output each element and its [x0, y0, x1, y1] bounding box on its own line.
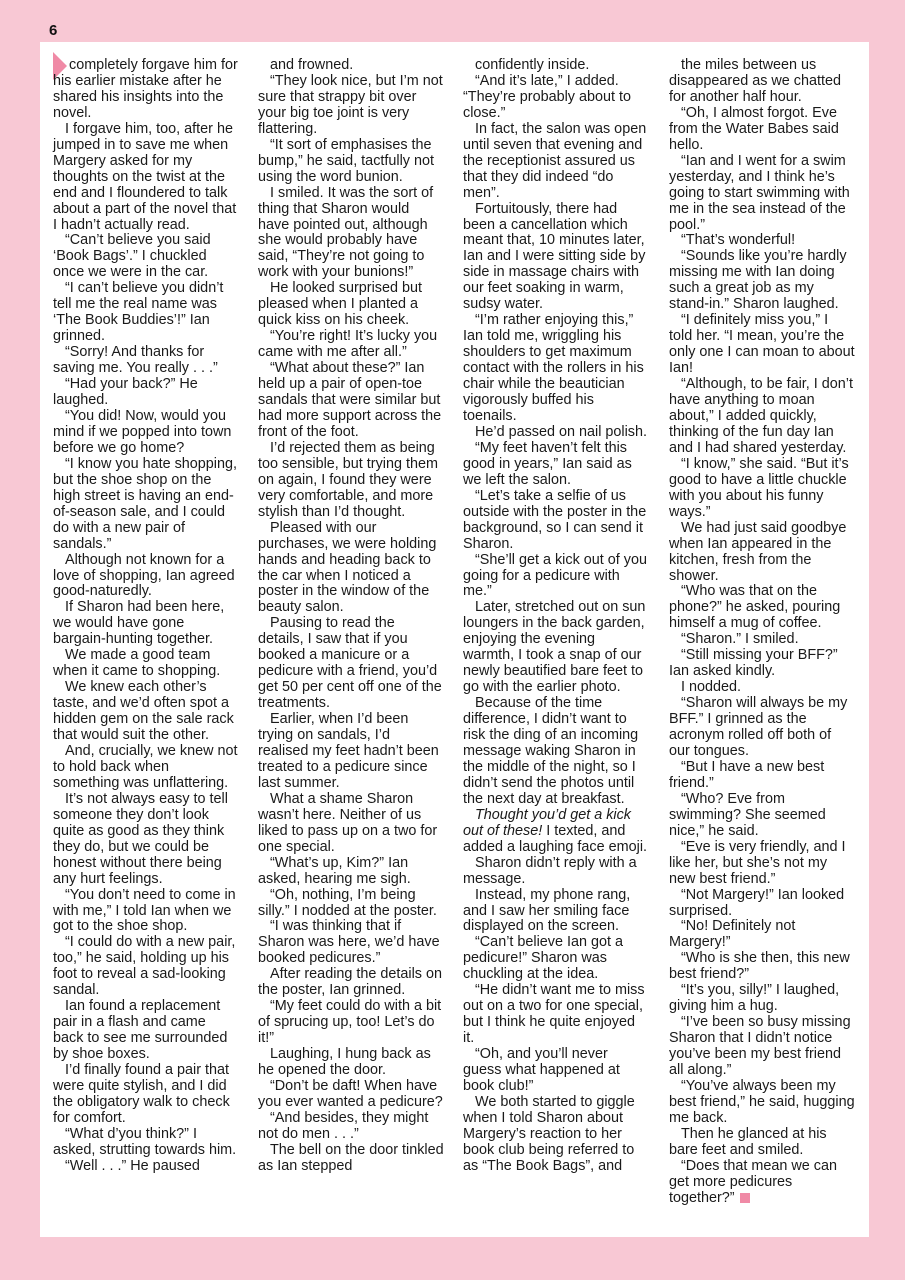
paragraph-text: “Oh, I almost forgot. Eve from the Water Babes said hello. — [669, 104, 839, 153]
paragraph-text: “Does that mean we can get more pedicures together?” — [669, 1157, 837, 1206]
paragraph — [258, 138, 444, 186]
paragraph — [463, 489, 649, 553]
paragraph — [258, 329, 444, 361]
paragraph — [53, 345, 239, 377]
paragraph — [669, 1159, 855, 1207]
paragraph-text: If Sharon had been here, we would have gone bargain-hunting together. — [53, 599, 225, 648]
paragraph-text: “You did! Now, would you mind if we popped into town before we go home? — [53, 407, 232, 456]
paragraph — [463, 888, 649, 936]
paragraph-text: “Who? Eve from swimming? She seemed nice,” he said. — [669, 790, 826, 839]
paragraph-text: “You’ve always been my best friend,” he said, hugging me back. — [669, 1078, 855, 1126]
paragraph — [258, 967, 444, 999]
paragraph — [258, 1079, 444, 1111]
paragraph-text: “You’re right! It’s lucky you came with me after all.” — [258, 328, 438, 361]
paragraph — [258, 888, 444, 920]
paragraph-text: “It’s you, silly!” I laughed, giving him a hug. — [669, 982, 840, 1015]
paragraph — [463, 696, 649, 808]
paragraph — [258, 856, 444, 888]
paragraph — [669, 760, 855, 792]
paragraph — [53, 792, 239, 888]
paragraph — [463, 441, 649, 489]
paragraph-text: “My feet haven’t felt this good in years,” Ian said as we left the salon. — [463, 439, 632, 488]
paragraph — [53, 1159, 239, 1175]
paragraph-text: confidently inside. — [475, 57, 590, 73]
paragraph-text: “Can’t believe Ian got a pedicure!” Sharon was chuckling at the idea. — [463, 934, 623, 983]
paragraph-text: I forgave him, too, after he jumped in to save me when Margery asked for my thoughts on the twist at the end and I floundered to talk about a part of the novel that I hadn’t actually read. — [53, 120, 237, 233]
paragraph-text: “They look nice, but I’m not sure that strappy bit over your big toe joint is very flattering. — [258, 72, 443, 137]
paragraph-text: “I’m rather enjoying this,” Ian told me, wriggling his shoulders to get maximum contact with the rollers in his chair while the beautician vigorously buffed his toenails. — [463, 312, 644, 424]
paragraph-text: “No! Definitely not Margery!” — [669, 918, 796, 951]
paragraph — [463, 983, 649, 1047]
paragraph-text: I nodded. — [681, 679, 742, 696]
paragraph-text: “I know,” she said. “But it’s good to have a little chuckle with you about his funny ways.” — [669, 455, 849, 520]
paragraph-text: “Still missing your BFF?” Ian asked kindly. — [669, 647, 838, 680]
paragraph-text: He looked surprised but pleased when I planted a quick kiss on his cheek. — [258, 280, 422, 329]
paragraph-text: We both started to giggle when I told Sharon about Margery’s reaction to her book club being referred to as “The Book Bags”, and — [463, 1093, 635, 1174]
paragraph-text: completely forgave him for his earlier mistake after he shared his insights into the novel. — [53, 57, 238, 121]
paragraph-text: He’d passed on nail polish. — [475, 423, 647, 440]
paragraph — [258, 361, 444, 441]
paragraph — [669, 377, 855, 457]
pink-square-icon — [740, 1193, 750, 1203]
paragraph — [53, 1127, 239, 1159]
paragraph-text: Pausing to read the details, I saw that if you booked a manicure or a pedicure with a friend, you’d get 50 per cent off one of the treatments. — [258, 615, 442, 712]
paragraph-text: and frowned. — [270, 57, 354, 73]
paragraph — [669, 696, 855, 760]
paragraph — [53, 1063, 239, 1127]
paragraph-text: Fortuitously, there had been a cancellation which meant that, 10 minutes later, Ian and I were sitting side by side in massage chairs with our feet soaking in warm, sudsy water. — [463, 200, 646, 313]
paragraph — [463, 856, 649, 888]
paragraph — [669, 632, 855, 648]
paragraph — [258, 1047, 444, 1079]
paragraph — [53, 935, 239, 999]
paragraph-text: “My feet could do with a bit of sprucing up, too! Let’s do it!” — [258, 998, 442, 1047]
paragraph-text: “Not Margery!” Ian looked surprised. — [669, 886, 845, 919]
paragraph — [53, 648, 239, 680]
paragraph-text: “Sharon.” I smiled. — [681, 631, 799, 648]
paragraph-text: “Sounds like you’re hardly missing me with Ian doing such a great job as my stand-in.” Sharon laughed. — [669, 248, 847, 313]
paragraph — [463, 553, 649, 601]
paragraph-text: “You don’t need to come in with me,” I told Ian when we got to the shoe shop. — [53, 886, 236, 935]
paragraph-text: “I’ve been so busy missing Sharon that I didn’t notice you’ve been my best friend all along.” — [669, 1014, 851, 1079]
text-column-1 — [53, 58, 239, 1175]
paragraph — [669, 919, 855, 951]
paragraph-text: “Who is she then, this new best friend?” — [669, 950, 850, 983]
paragraph — [669, 983, 855, 1015]
paragraph-text: Ian found a replacement pair in a flash and came back to see me surrounded by shoe boxes. — [53, 998, 228, 1063]
paragraph-text: “It sort of emphasises the bump,” he said, tactfully not using the word bunion. — [258, 136, 434, 185]
paragraph — [53, 122, 239, 234]
paragraph — [53, 680, 239, 744]
paragraph-text: I’d rejected them as being too sensible, but trying them on again, I found they were very comfortable, and more stylish than I’d thought. — [258, 439, 438, 520]
paragraph-text: “Let’s take a selfie of us outside with the poster in the background, so I can send it Sharon. — [463, 487, 647, 552]
paragraph-text: “He didn’t want me to miss out on a two for one special, but I think he quite enjoyed it. — [463, 982, 645, 1047]
paragraph — [258, 441, 444, 521]
paragraph — [669, 951, 855, 983]
paragraph — [463, 122, 649, 202]
paragraph-text: Laughing, I hung back as he opened the door. — [258, 1046, 431, 1079]
paragraph-text: “Don’t be daft! When have you ever wanted a pedicure? — [258, 1078, 443, 1110]
paragraph — [669, 249, 855, 313]
paragraph-text: “I definitely miss you,” I told her. “I mean, you’re the only one I can moan to about Ian! — [669, 312, 855, 377]
paragraph-text: “What d’you think?” I asked, strutting towards him. — [53, 1125, 237, 1158]
paragraph — [53, 233, 239, 281]
text-column-2 — [258, 58, 444, 1175]
paragraph-text: Then he glanced at his bare feet and smiled. — [669, 1125, 827, 1158]
paragraph — [463, 935, 649, 983]
paragraph — [258, 919, 444, 967]
paragraph — [463, 313, 649, 425]
paragraph — [258, 281, 444, 329]
text-column-3 — [463, 58, 649, 1175]
paragraph — [53, 744, 239, 792]
paragraph — [258, 521, 444, 617]
paragraph — [258, 58, 444, 74]
paragraph — [53, 58, 239, 122]
paragraph — [463, 808, 649, 856]
paragraph-text: We made a good team when it came to shopping. — [53, 647, 221, 680]
paragraph — [669, 106, 855, 154]
paragraph — [669, 888, 855, 920]
paragraph — [53, 409, 239, 457]
paragraph-text: “Ian and I went for a swim yesterday, and I think he’s going to start swimming with me in the sea instead of the pool.” — [669, 152, 850, 233]
paragraph — [463, 202, 649, 314]
paragraph-text: the miles between us disappeared as we chatted for another half hour. — [669, 57, 842, 105]
paragraph-text: “That’s wonderful! — [681, 232, 796, 249]
paragraph-text: “Who was that on the phone?” he asked, pouring himself a mug of coffee. — [669, 583, 841, 632]
paragraph — [53, 457, 239, 553]
paragraph — [669, 521, 855, 585]
paragraph — [669, 1079, 855, 1127]
paragraph-text: Instead, my phone rang, and I saw her smiling face displayed on the screen. — [463, 886, 631, 935]
paragraph — [669, 1127, 855, 1159]
paragraph-text: “Sorry! And thanks for saving me. You really . . .” — [53, 344, 218, 377]
paragraph — [258, 712, 444, 792]
paragraph-text: It’s not always easy to tell someone they don’t look quite as good as they think they do, but we could be honest without there being any hurt feelings. — [53, 790, 228, 887]
paragraph-text: “She’ll get a kick out of you going for a pedicure with me.” — [463, 551, 647, 600]
paragraph-text: Although not known for a love of shopping, Ian agreed good-naturedly. — [53, 551, 235, 600]
paragraph-text: What a shame Sharon wasn’t here. Neither of us liked to pass up on a two for one special. — [258, 790, 438, 855]
paragraph — [669, 457, 855, 521]
paragraph-text: “I know you hate shopping, but the shoe shop on the high street is having an end-of-season sale, and I could do with a new pair of sandals.” — [53, 455, 237, 552]
paragraph — [258, 792, 444, 856]
paragraph-text: “What’s up, Kim?” Ian asked, hearing me sigh. — [258, 854, 411, 887]
paragraph-text: Because of the time difference, I didn’t want to risk the ding of an incoming message waking Sharon in the middle of the night, so I didn’t send the photos until the next day at breakfast. — [463, 695, 639, 807]
paragraph — [669, 154, 855, 234]
paragraph — [53, 281, 239, 345]
paragraph-text: “I could do with a new pair, too,” he said, holding up his foot to reveal a sad-looking sandal. — [53, 934, 236, 999]
paragraph-text: “Oh, and you’ll never guess what happened at book club!” — [463, 1046, 620, 1094]
paragraph — [463, 58, 649, 74]
paragraph — [463, 600, 649, 696]
paragraph-text: Earlier, when I’d been trying on sandals, I’d realised my feet hadn’t been treated to a pedicure since last summer. — [258, 711, 439, 791]
paragraph — [463, 74, 649, 122]
paragraph — [258, 1111, 444, 1143]
page-number: 6 — [49, 22, 58, 39]
paragraph — [669, 1015, 855, 1079]
paragraph — [463, 1095, 649, 1175]
paragraph — [258, 1143, 444, 1175]
paragraph — [669, 648, 855, 680]
paragraph — [669, 792, 855, 840]
paragraph-text: “I can’t believe you didn’t tell me the real name was ‘The Book Buddies’!” Ian grinned. — [53, 280, 224, 345]
paragraph-text: “Oh, nothing, I’m being silly.” I nodded at the poster. — [258, 886, 437, 919]
paragraph-text: After reading the details on the poster, Ian grinned. — [258, 966, 442, 999]
paragraph — [669, 680, 855, 696]
paragraph-text: “Eve is very friendly, and I like her, but she’s not my new best friend.” — [669, 838, 846, 887]
paragraph-text: Later, stretched out on sun loungers in the back garden, enjoying the evening warmth, I took a snap of our newly beautified bare feet to go with the earlier photo. — [463, 599, 646, 696]
paragraph-text: We had just said goodbye when Ian appeared in the kitchen, fresh from the shower. — [669, 519, 847, 584]
paragraph — [258, 74, 444, 138]
paragraph-text: “Although, to be fair, I don’t have anything to moan about,” I added quickly, thinking of the fun day Ian and I had shared yesterday. — [669, 376, 853, 456]
paragraph — [53, 553, 239, 601]
paragraph — [463, 425, 649, 441]
paragraph — [669, 584, 855, 632]
paragraph-text: “But I have a new best friend.” — [669, 758, 825, 791]
paragraph-text: “Sharon will always be my BFF.” I grinned as the acronym rolled off both of our tongues. — [669, 695, 848, 759]
paragraph — [53, 999, 239, 1063]
paragraph-text: We knew each other’s taste, and we’d often spot a hidden gem on the sale rack that would suit the other. — [53, 679, 234, 744]
paragraph — [669, 233, 855, 249]
paragraph — [53, 377, 239, 409]
paragraph — [53, 888, 239, 936]
paragraph-text: “I was thinking that if Sharon was here, we’d have booked pedicures.” — [258, 918, 440, 967]
paragraph — [258, 186, 444, 282]
paragraph-text: “And besides, they might not do men . . .” — [258, 1109, 429, 1142]
paragraph — [258, 999, 444, 1047]
paragraph-text: “Can’t believe you said ‘Book Bags’.” I chuckled once we were in the car. — [53, 232, 211, 281]
paragraph — [669, 313, 855, 377]
paragraph-text: Sharon didn’t reply with a message. — [463, 854, 637, 887]
paragraph — [669, 58, 855, 106]
paragraph — [53, 600, 239, 648]
paragraph — [258, 616, 444, 712]
paragraph — [669, 840, 855, 888]
paragraph-text: “What about these?” Ian held up a pair of open-toe sandals that were similar but had more support across the front of the foot. — [258, 360, 442, 440]
paragraph-text: And, crucially, we knew not to hold back when something was unflattering. — [53, 742, 238, 791]
paragraph-text: “Well . . .” He paused — [65, 1157, 200, 1174]
paragraph-text: I’d finally found a pair that were quite stylish, and I did the obligatory walk to check for comfort. — [53, 1062, 230, 1126]
italic-text: Thought you’d get a kick out of these! — [463, 806, 631, 839]
paragraph-text: The bell on the door tinkled as Ian stepped — [258, 1141, 444, 1174]
paragraph-text: “Had your back?” He laughed. — [53, 376, 198, 409]
text-column-4 — [669, 58, 855, 1207]
paragraph-text: Pleased with our purchases, we were holding hands and heading back to the car when I noticed a poster in the window of the beauty salon. — [258, 519, 437, 616]
paragraph-text: In fact, the salon was open until seven that evening and the receptionist assured us that they did indeed “do men”. — [463, 120, 647, 201]
paragraph — [463, 1047, 649, 1095]
paragraph-text: I smiled. It was the sort of thing that Sharon would have pointed out, although she would probably have said, “They’re not going to work with your bunions!” — [258, 184, 434, 281]
paragraph-text: I texted, and added a laughing face emoji. — [463, 822, 648, 855]
paragraph-text: “And it’s late,” I added. “They’re probably about to close.” — [463, 72, 631, 121]
